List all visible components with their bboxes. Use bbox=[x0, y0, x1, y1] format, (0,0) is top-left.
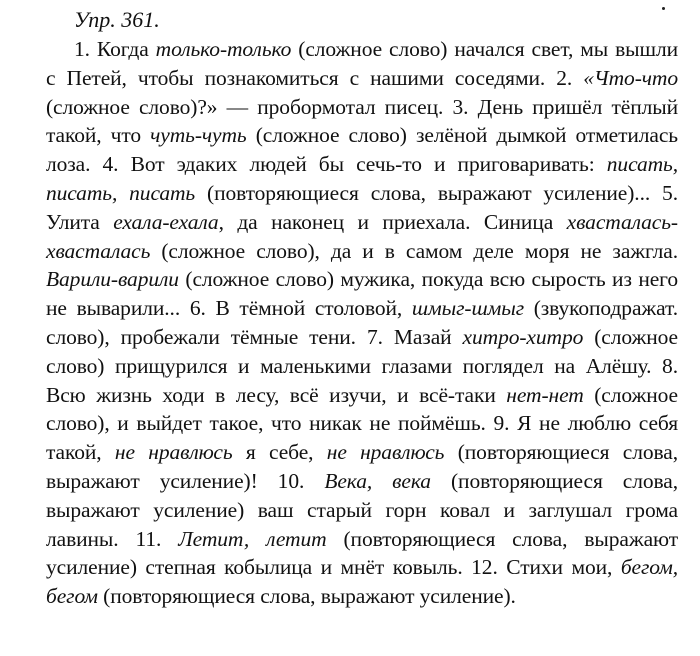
text-run: (сложное слово) мужика, покуда всю сырость из него не выварили... 6. В тёмной столовой, bbox=[46, 267, 678, 321]
italic-example: бегом, бегом bbox=[46, 555, 678, 609]
text-run: (сложное слово) зелёной дымкой отметилась лоза. 4. Вот эдаких людей бы сечь-то и приговаривать: bbox=[46, 123, 679, 177]
italic-example: хвасталась-хвасталась bbox=[46, 209, 678, 263]
text-run: , да наконец и приехала. Синица bbox=[218, 209, 567, 234]
text-run: я себе, bbox=[232, 440, 327, 465]
page-speck bbox=[662, 7, 665, 10]
exercise-heading: Упр. 361. bbox=[74, 7, 160, 32]
text-run: (повторяющиеся слова, выражают усиление)! 10. bbox=[46, 440, 679, 493]
italic-example: «Что-что bbox=[583, 65, 678, 90]
exercise-text bbox=[46, 35, 678, 611]
text-run: 1. Когда bbox=[74, 37, 156, 61]
italic-example: Века, века bbox=[324, 468, 431, 493]
text-run: (повторяющиеся слова, выражают усиление)... 5. Улита bbox=[46, 180, 678, 234]
text-run: (повторяющиеся слова, выражают усиление). bbox=[97, 584, 516, 609]
exercise-page bbox=[46, 4, 678, 611]
italic-example: не нравлюсь bbox=[326, 440, 445, 465]
text-run: (сложное слово), и выйдет такое, что никак не поймёшь. 9. Я не люблю себя такой, bbox=[46, 382, 678, 465]
text-run: (звукоподражат. слово), пробежали тёмные тени. 7. Мазай bbox=[46, 296, 678, 349]
italic-example: нет-нет bbox=[506, 382, 584, 407]
italic-example: чуть-чуть bbox=[150, 123, 247, 148]
italic-example: хитро-хитро bbox=[462, 324, 584, 349]
italic-example: не нравлюсь bbox=[114, 440, 233, 465]
text-run: (сложное слово) прищурился и маленькими глазами поглядел на Алёшу. 8. Всю жизнь ходи в лесу, всё изучи, и всё-таки bbox=[46, 324, 678, 407]
italic-example: Летит, летит bbox=[178, 526, 327, 551]
text-run: (повторяющиеся слова, выражают усиление) степная кобылица и мнёт ковыль. 12. Стихи мои, bbox=[46, 526, 678, 580]
italic-example: ехала-ехала bbox=[113, 209, 219, 234]
italic-example: только-только bbox=[155, 37, 292, 61]
text-run: (сложное слово)?» — пробормотал писец. 3. День пришёл тёплый такой, что bbox=[46, 94, 678, 148]
text-run: (сложное слово), да и в самом деле моря не зажгла. bbox=[150, 238, 678, 263]
text-run: (сложное слово) начался свет, мы вышли с Петей, чтобы познакомиться с нашими соседями. 2. bbox=[46, 37, 678, 90]
italic-example: шмыг-шмыг bbox=[411, 296, 524, 321]
text-run: (повторяющиеся слова, выражают усиление) ваш старый горн ковал и заглушал грома лавины. 11. bbox=[46, 468, 678, 551]
italic-example: писать, писать, писать bbox=[46, 152, 678, 205]
italic-example: Варили-варили bbox=[46, 267, 179, 292]
